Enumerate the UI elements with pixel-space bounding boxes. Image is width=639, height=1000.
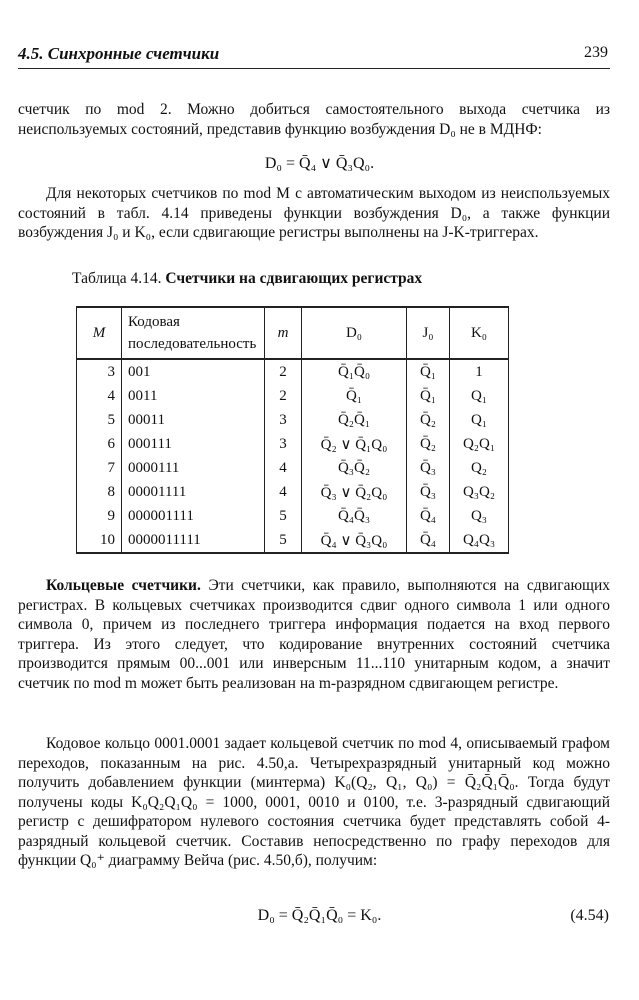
equation-number: (4.54) [570,907,609,924]
paragraph-1: счетчик по mod 2. Можно добиться самостоятельного выхода счетчика из неиспользуемых состояний, представив функцию возбуждения D₀ не в МДНФ: [18,101,610,138]
table-cell: Q₄Q₃ [450,528,509,553]
formula-4-54: D₀ = Q̄₂Q̄₁Q̄₀ = K₀. [257,907,382,924]
table-cell: Q̄₁ [407,384,450,408]
table-row [77,384,509,408]
table-cell: 7 [77,456,122,480]
table-cell: Q̄₂ [407,408,450,432]
table-cell: Q₁ [450,408,509,432]
col-D0: D₀ [302,307,407,359]
running-header [18,40,608,68]
formula-d0: D₀ = Q̄₄ ∨ Q̄₃Q₀. [264,155,375,172]
table-cell: 5 [265,504,302,528]
table-cell: Q̄₁Q̄₀ [302,359,407,384]
table-cell: Q₃ [450,504,509,528]
table-cell: 2 [265,359,302,384]
table-row [77,528,509,553]
col-sequence: Кодовая последовательность [122,307,265,359]
table-cell: 3 [265,408,302,432]
table-row [77,432,509,456]
paragraph-3-heading: Кольцевые счетчики. [46,577,201,594]
table-cell: Q̄₃Q̄₂ [302,456,407,480]
table-cell: 3 [265,432,302,456]
table-row [77,408,509,432]
table-row [77,504,509,528]
table-cell: 4 [265,480,302,504]
table-cell: Q̄₃ [407,456,450,480]
table-row [77,480,509,504]
table-caption [72,270,422,288]
table-caption-prefix: Таблица 4.14. [72,270,162,287]
table-cell: 10 [77,528,122,553]
table-cell: Q̄₁ [302,384,407,408]
col-K0: K₀ [450,307,509,359]
page-number: 239 [584,44,608,61]
table-cell: 000001111 [122,504,265,528]
table-cell: 1 [450,359,509,384]
col-M: M [77,307,122,359]
col-m: m [265,307,302,359]
table-cell: Q₁ [450,384,509,408]
table-cell: 0011 [122,384,265,408]
table-cell: Q̄₂Q̄₁ [302,408,407,432]
paragraph-2: Для некоторых счетчиков по mod M с автоматическим выходом из неиспользуемых состояний в табл. 4.14 приведены функции возбуждения D₀, а также функции возбуждения J₀ и K₀, если сдвигающие регистры выполнены на J-K-триггерах. [18,185,610,241]
table-cell: 9 [77,504,122,528]
table-cell: Q̄₃ [407,480,450,504]
table-header-row [77,307,509,359]
table-cell: 5 [265,528,302,553]
table-caption-title: Счетчики на сдвигающих регистрах [165,270,423,287]
table-cell: 8 [77,480,122,504]
table-cell: 00011 [122,408,265,432]
table-row [77,456,509,480]
paragraph-3-text: Эти счетчики, как правило, выполняются на сдвигающих регистрах. В кольцевых счетчиках производится сдвиг одного символа 1 или одного символа 0, причем из последнего триггера информация подается на вход первого триггера. Из этого следует, что кодирование внутренних состояний счетчика производится прямым 00...001 или инверсным 11...110 унитарным кодом, а значит счетчик по mod m может быть реализован на m-разрядном сдвигающем регистре. [18,577,611,692]
header-rule [18,68,610,69]
paragraph-3 [18,576,610,693]
table-cell: Q̄₄ ∨ Q̄₃Q₀ [302,528,407,553]
table-cell: 0000111 [122,456,265,480]
table-cell: 001 [122,359,265,384]
table-cell: 5 [77,408,122,432]
table-cell: Q̄₃ ∨ Q̄₂Q₀ [302,480,407,504]
table-cell: Q̄₄ [407,528,450,553]
counters-table [76,306,509,554]
table-cell: 4 [77,384,122,408]
table-cell: Q̄₂ ∨ Q̄₁Q₀ [302,432,407,456]
table-cell: Q̄₂ [407,432,450,456]
table-cell: Q̄₄Q̄₃ [302,504,407,528]
table-cell: Q̄₁ [407,359,450,384]
table-cell: Q₂ [450,456,509,480]
paragraph-4: Кодовое кольцо 0001.0001 задает кольцевой счетчик по mod 4, описываемый графом переходов, показанным на рис. 4.50,а. Четырехразрядный унитарный код можно получить добавлением функции (минтерма) K₀(Q₂, Q₁, Q₀) = Q̄₂Q̄₁Q̄₀. Тогда будут получены коды K₀Q₂Q₁Q₀ = 1000, 0001, 0010 и 0100, т.е. 3-разрядный сдвигающий регистр с дешифратором нулевого состояния счетчика будет представлять собой 4-разрядный кольцевой счетчик. Составив непосредственно по графу переходов для функции Q₀⁺ диаграмму Вейча (рис. 4.50,б), получим: [18,735,610,869]
section-title: 4.5. Синхронные счетчики [18,44,220,63]
table-cell: 00001111 [122,480,265,504]
col-J0: J₀ [407,307,450,359]
table-row [77,359,509,384]
table-cell: 6 [77,432,122,456]
table-cell: Q₃Q₂ [450,480,509,504]
table-cell: 3 [77,359,122,384]
table-cell: 000111 [122,432,265,456]
table-body [77,359,509,553]
table-cell: 4 [265,456,302,480]
table-cell: Q̄₄ [407,504,450,528]
table-cell: Q₂Q₁ [450,432,509,456]
table-cell: 2 [265,384,302,408]
table-cell: 0000011111 [122,528,265,553]
